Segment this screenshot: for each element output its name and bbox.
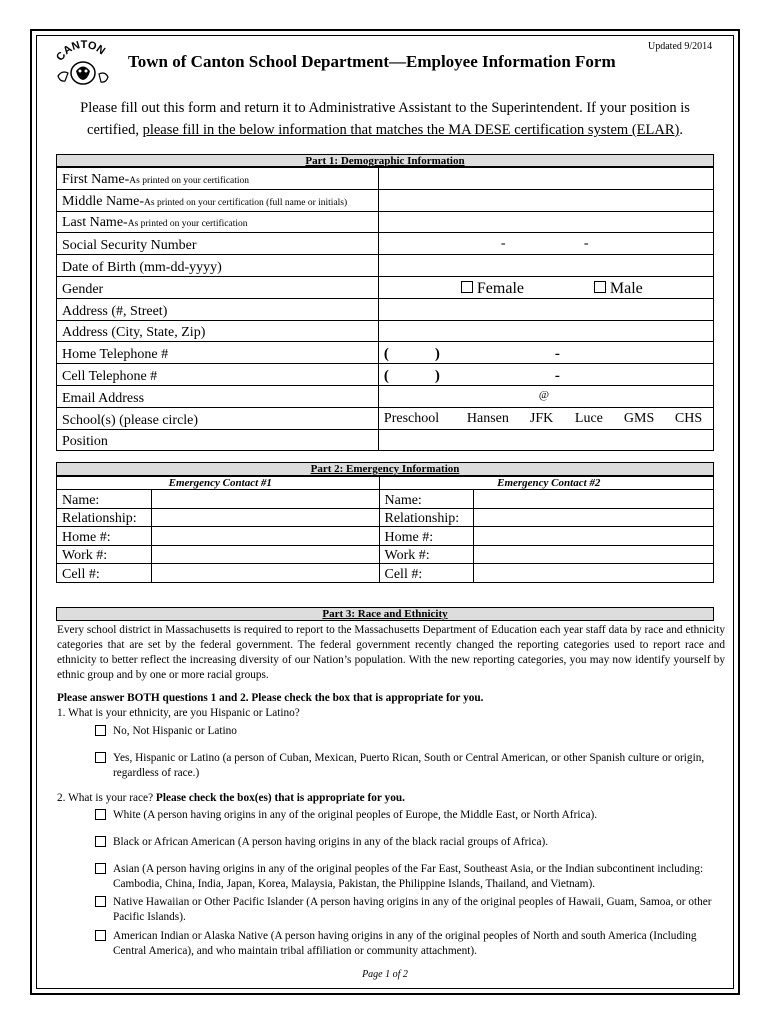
- position-field[interactable]: [378, 429, 713, 451]
- middle-name-field[interactable]: [378, 189, 713, 211]
- school-gms[interactable]: GMS: [623, 410, 655, 426]
- ec2-work-field[interactable]: [474, 545, 714, 564]
- last-name-label: Last Name-: [62, 215, 128, 231]
- row-first-name: [57, 168, 714, 190]
- address-city-label: Address (City, State, Zip): [57, 320, 379, 342]
- contact2-header: Emergency Contact #2: [379, 477, 714, 490]
- address-street-field[interactable]: [378, 298, 713, 320]
- q2-asian-checkbox[interactable]: [95, 863, 106, 874]
- ec1-work-label: Work #:: [57, 545, 152, 564]
- email-field[interactable]: [378, 385, 713, 407]
- school-luce[interactable]: Luce: [574, 410, 603, 426]
- ssn-sep-1: -: [500, 236, 506, 252]
- row-address-city: [57, 320, 714, 342]
- q2-black-label: Black or African American (A person having origins in any of the black racial groups of Africa).: [113, 836, 549, 848]
- label-first-name: [57, 168, 379, 190]
- logo-text: CANTON: [54, 40, 108, 64]
- home-paren-close: ): [434, 346, 440, 363]
- school-jfk[interactable]: JFK: [529, 410, 554, 426]
- ec2-name-field[interactable]: [474, 490, 714, 509]
- canton-logo: [52, 40, 114, 90]
- cell-paren-close: ): [434, 367, 440, 384]
- row-gender: [57, 276, 714, 298]
- last-name-field[interactable]: [378, 211, 713, 233]
- part2-heading-text: Part 2: Emergency Information: [310, 463, 460, 475]
- intro-start: Please fill out this form and return it to Administrative Assistant to the Superintendent. If your position is certified,: [80, 100, 690, 138]
- first-name-sub: As printed on your certification: [129, 175, 250, 186]
- q2-option-hawaiian[interactable]: [95, 895, 725, 925]
- cell-dash: -: [554, 367, 560, 384]
- ssn-sep-2: -: [583, 236, 589, 252]
- contact1-header: Emergency Contact #1: [57, 477, 380, 490]
- row-dob: [57, 255, 714, 277]
- q2-bold: Please check the box(es) that is appropriate for you.: [155, 792, 405, 804]
- form-title: Town of Canton School Department—Employee Information Form: [128, 52, 616, 71]
- ec1-work-field[interactable]: [151, 545, 379, 564]
- ec-row-name: [57, 490, 714, 509]
- male-option[interactable]: [594, 281, 643, 297]
- row-email: [57, 385, 714, 407]
- address-city-field[interactable]: [378, 320, 713, 342]
- q2-white-label: White (A person having origins in any of the original peoples of Europe, the Middle East, or North Africa).: [113, 809, 598, 821]
- row-ssn: [57, 233, 714, 255]
- row-position: [57, 429, 714, 451]
- ec-row-home: [57, 527, 714, 546]
- ec1-cell-field[interactable]: [151, 564, 379, 583]
- last-name-sub: As printed on your certification: [127, 219, 248, 230]
- address-street-label: Address (#, Street): [57, 298, 379, 320]
- row-cell-phone: [57, 364, 714, 386]
- ec1-home-label: Home #:: [57, 527, 152, 546]
- schools-field: [378, 407, 713, 429]
- q2-prefix: 2. What is your race?: [57, 792, 156, 804]
- part3-instruction: Please answer BOTH questions 1 and 2. Please check the box that is appropriate for you.: [57, 692, 484, 704]
- q2-option-asian[interactable]: [95, 862, 725, 892]
- emergency-table: [56, 476, 714, 583]
- home-dash: -: [554, 346, 560, 363]
- updated-date: Updated 9/2014: [648, 41, 713, 52]
- part3-paragraph: Every school district in Massachusetts is required to report to the Massachusetts Department of Education each year staff data by race and ethnicity categories that are set by the federal government. The federal government recently changed the reporting categories used to report race and ethnicity to better reflect the increasing diversity of our Nation’s population. With the new reporting categories, you may now identify yourself by ethnic group and by one or more racial groups.: [57, 624, 725, 681]
- school-chs[interactable]: CHS: [674, 410, 703, 426]
- question-1: 1. What is your ethnicity, are you Hispanic or Latino?: [57, 707, 300, 719]
- dob-field[interactable]: [378, 255, 713, 277]
- emergency-header-row: [57, 477, 714, 490]
- first-name-field[interactable]: [378, 168, 713, 190]
- label-last-name: [57, 211, 379, 233]
- ssn-label: Social Security Number: [57, 233, 379, 255]
- cell-phone-field[interactable]: [378, 364, 713, 386]
- part2-heading: [56, 462, 714, 476]
- q2-black-checkbox[interactable]: [95, 836, 106, 847]
- female-label: Female: [476, 279, 524, 297]
- home-paren-open: (: [383, 346, 389, 363]
- gender-label: Gender: [57, 276, 379, 298]
- page-number: Page 1 of 2: [362, 969, 408, 980]
- home-phone-label: Home Telephone #: [57, 342, 379, 364]
- row-schools: [57, 407, 714, 429]
- q2-option-black[interactable]: [95, 835, 725, 850]
- q1-option-yes[interactable]: [95, 751, 725, 781]
- female-checkbox[interactable]: [461, 281, 473, 293]
- male-label: Male: [609, 279, 643, 297]
- ec1-relationship-field[interactable]: [151, 508, 379, 527]
- q1-no-checkbox[interactable]: [95, 725, 106, 736]
- school-hansen[interactable]: Hansen: [466, 410, 509, 426]
- first-name-label: First Name-: [62, 171, 130, 187]
- middle-name-label: Middle Name-: [62, 193, 145, 209]
- cell-phone-label: Cell Telephone #: [57, 364, 379, 386]
- home-phone-field[interactable]: [378, 342, 713, 364]
- ssn-field[interactable]: [378, 233, 713, 255]
- q1-yes-label: Yes, Hispanic or Latino (a person of Cuban, Mexican, Puerto Rican, South or Central American, or other Spanish culture or origin, regardless of race.): [113, 752, 705, 779]
- ec-row-relationship: [57, 508, 714, 527]
- part1-heading: [56, 154, 714, 167]
- ec-row-work: [57, 545, 714, 564]
- male-checkbox[interactable]: [594, 281, 606, 293]
- dob-label: Date of Birth (mm-dd-yyyy): [57, 255, 379, 277]
- ec2-home-field[interactable]: [474, 527, 714, 546]
- part3-heading-text: Part 3: Race and Ethnicity: [322, 608, 448, 620]
- q2-hawaiian-label: Native Hawaiian or Other Pacific Islander (A person having origins in any of the original peoples of Hawaii, Guam, Samoa, or other Pacific Islands).: [113, 896, 712, 923]
- intro-text: [56, 97, 714, 141]
- question-2: [57, 791, 405, 806]
- intro-underlined: please fill in the below information that matches the MA DESE certification system (ELAR): [142, 122, 680, 138]
- female-option[interactable]: [461, 281, 524, 297]
- gender-field: [378, 276, 713, 298]
- q2-white-checkbox[interactable]: [95, 809, 106, 820]
- ec2-relationship-field[interactable]: [474, 508, 714, 527]
- ec2-cell-label: Cell #:: [379, 564, 474, 583]
- q2-hawaiian-checkbox[interactable]: [95, 896, 106, 907]
- ec1-home-field[interactable]: [151, 527, 379, 546]
- email-label: Email Address: [57, 385, 379, 407]
- ec1-name-label: Name:: [57, 490, 152, 509]
- ec2-home-label: Home #:: [379, 527, 474, 546]
- q1-no-label: No, Not Hispanic or Latino: [113, 725, 237, 737]
- part3-heading: [56, 607, 714, 621]
- ec1-cell-label: Cell #:: [57, 564, 152, 583]
- q2-option-white[interactable]: [95, 808, 725, 823]
- intro-end: .: [679, 122, 683, 138]
- row-home-phone: [57, 342, 714, 364]
- q1-yes-checkbox[interactable]: [95, 752, 106, 763]
- row-middle-name: [57, 189, 714, 211]
- schools-label: School(s) (please circle): [57, 407, 379, 429]
- ec-row-cell: [57, 564, 714, 583]
- ec2-name-label: Name:: [379, 490, 474, 509]
- row-address-street: [57, 298, 714, 320]
- q1-option-no[interactable]: [95, 724, 725, 739]
- ec1-relationship-label: Relationship:: [57, 508, 152, 527]
- label-middle-name: [57, 189, 379, 211]
- email-at: @: [538, 388, 550, 401]
- position-label: Position: [57, 429, 379, 451]
- ec2-relationship-label: Relationship:: [379, 508, 474, 527]
- cell-paren-open: (: [383, 367, 389, 384]
- q2-asian-label: Asian (A person having origins in any of the original peoples of the Far East, Southeast Asia, or the Indian subcontinent including: Cambodia, China, India, Japan, Korea, Malaysia, Pakistan, the Philippine Islands, Thailand, and Vietnam).: [113, 863, 704, 890]
- part1-heading-text: Part 1: Demographic Information: [305, 155, 465, 167]
- middle-name-sub: As printed on your certification (full name or initials): [144, 197, 348, 208]
- q2-american-indian-checkbox[interactable]: [95, 930, 106, 941]
- ec2-cell-field[interactable]: [474, 564, 714, 583]
- q2-option-american-indian[interactable]: [95, 929, 725, 959]
- school-preschool[interactable]: Preschool: [383, 410, 440, 426]
- q2-american-indian-label: American Indian or Alaska Native (A person having origins in any of the original peoples of North and south America (Including Central America), and who maintain tribal affiliation or community attachment).: [113, 930, 697, 957]
- row-last-name: [57, 211, 714, 233]
- ec2-work-label: Work #:: [379, 545, 474, 564]
- ec1-name-field[interactable]: [151, 490, 379, 509]
- demographic-table: [56, 167, 714, 451]
